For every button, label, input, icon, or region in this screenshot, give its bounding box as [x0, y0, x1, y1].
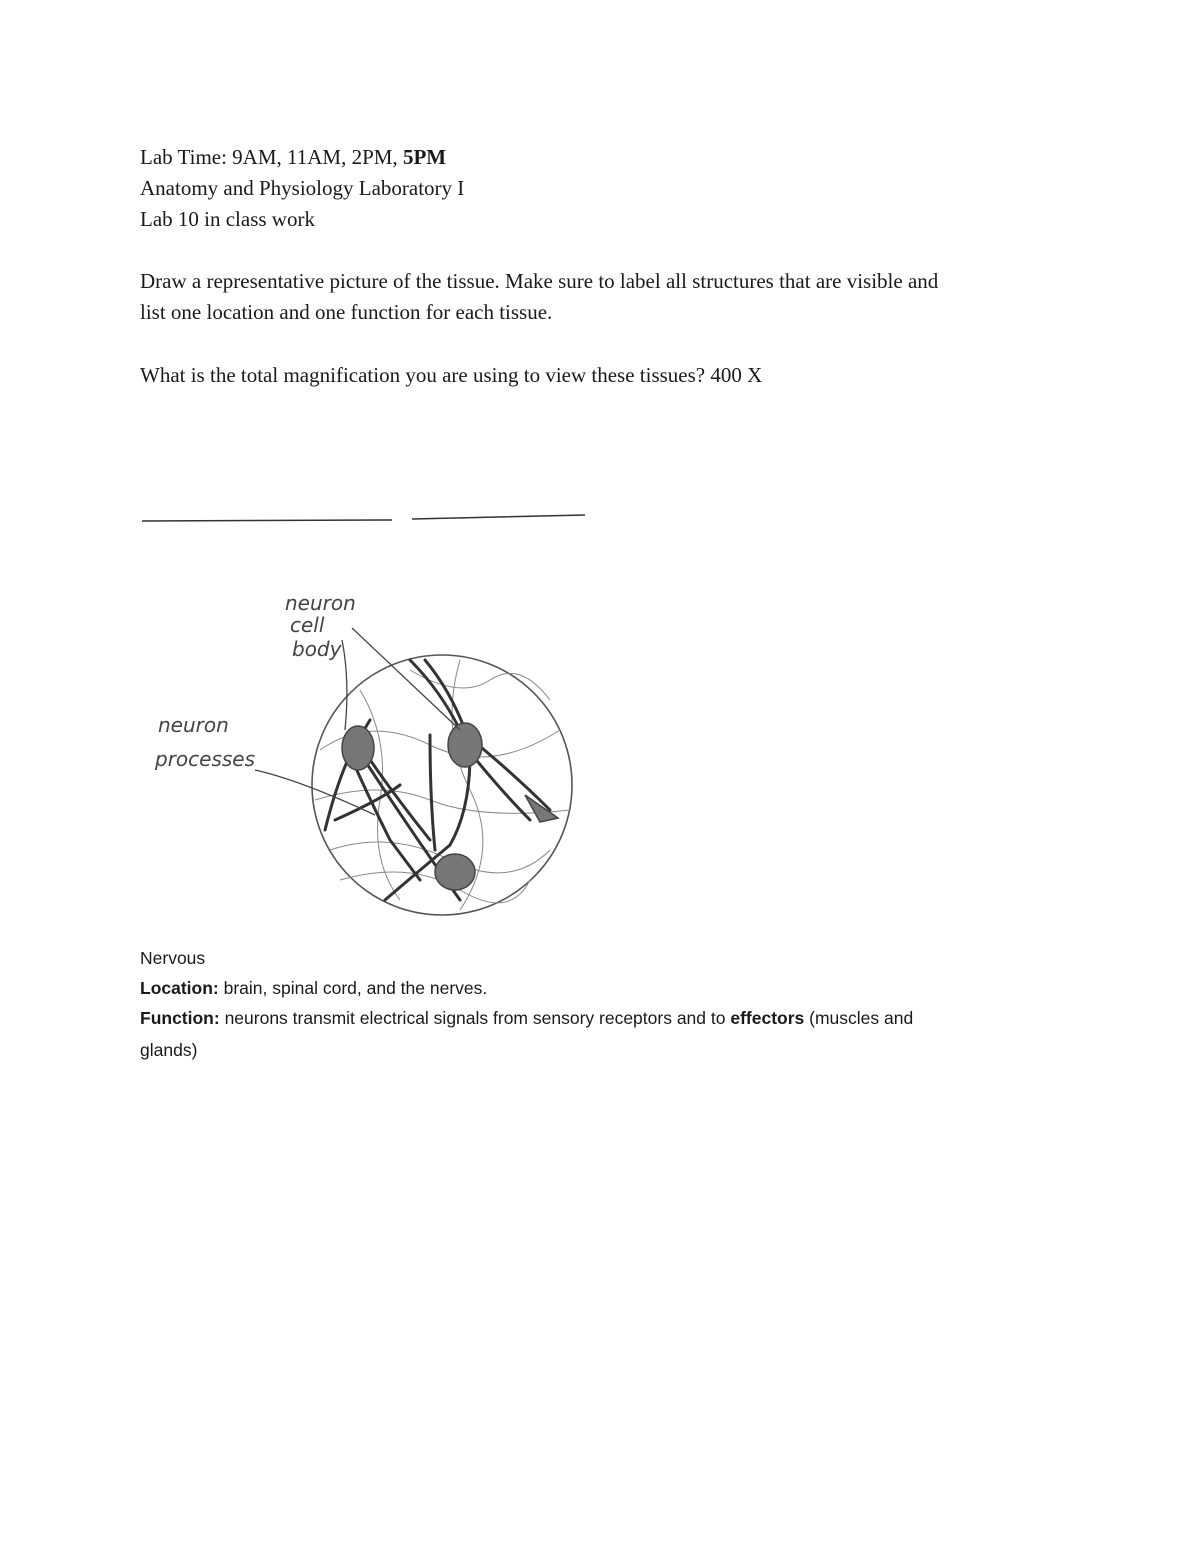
- magnification-line: [140, 360, 762, 391]
- tissue-location: [140, 973, 487, 1003]
- function-bold: effectors: [730, 1008, 805, 1028]
- label-processes: neuron processes: [155, 713, 256, 771]
- drawing-underline: [142, 515, 585, 521]
- neuron-cell-body-1: [342, 726, 374, 770]
- assignment-title: Lab 10 in class work: [140, 207, 315, 231]
- lab-time-selected: 5PM: [402, 145, 447, 169]
- magnification-question: What is the total magnification you are using to view these tissues?: [140, 363, 706, 387]
- lab-time: [140, 142, 446, 173]
- instructions-line-2: list one location and one function for each tissue.: [140, 300, 553, 324]
- label-cell-body: neuron cell body: [285, 591, 356, 661]
- tissue-name: Nervous: [140, 948, 206, 968]
- lab-time-options: Lab Time: 9AM, 11AM, 2PM,: [140, 145, 403, 169]
- location-text: brain, spinal cord, and the nerves.: [218, 978, 488, 998]
- function-label: Function:: [140, 1008, 220, 1028]
- magnification-answer: 400 X: [710, 363, 763, 387]
- location-label: Location:: [140, 978, 219, 998]
- function-tail: (muscles and: [804, 1008, 914, 1028]
- instructions-line-1: Draw a representative picture of the tissue. Make sure to label all structures that are visible and: [140, 269, 939, 293]
- neuron-cell-body-2: [448, 723, 482, 767]
- nervous-tissue-drawing: [130, 500, 600, 920]
- function-text: neurons transmit electrical signals from sensory receptors and to: [219, 1008, 731, 1028]
- neuron-cell-body-3: [435, 854, 475, 890]
- tissue-function: [140, 1003, 913, 1033]
- course-title: Anatomy and Physiology Laboratory I: [140, 176, 465, 200]
- tissue-function-line-2: glands): [140, 1040, 198, 1060]
